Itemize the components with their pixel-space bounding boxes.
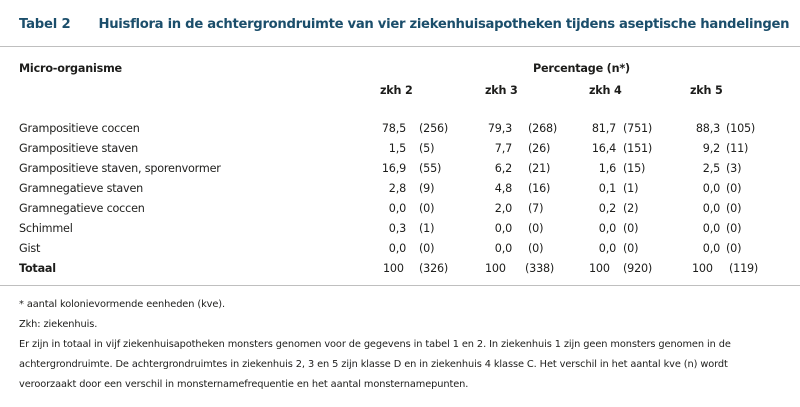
cell-count: (0) [528, 222, 544, 235]
cell-count: (5) [419, 142, 435, 155]
row-label: Gramnegatieve staven [19, 182, 144, 195]
footnote-divider [0, 285, 800, 286]
cell-count: (256) [419, 122, 449, 135]
cell-percentage: 7,7 [494, 142, 512, 155]
column-header-percentage: Percentage (n*) [533, 62, 630, 75]
cell-percentage: 16,9 [381, 162, 406, 175]
cell-percentage: 1,5 [388, 142, 406, 155]
title-divider [0, 46, 800, 47]
cell-percentage: 78,5 [381, 122, 406, 135]
row-label: Totaal [19, 262, 56, 275]
footnote-line: achtergrondruimte. De achtergrondruimtes in ziekenhuis 2, 3 en 5 zijn klasse D en in ziekenhuis 4 klasse C. Het verschil in het aantal kve (n) wordt [19, 359, 728, 370]
row-label: Gramnegatieve coccen [19, 202, 145, 215]
table-row [0, 122, 800, 142]
cell-percentage: 81,7 [591, 122, 616, 135]
footnote-line: Zkh: ziekenhuis. [19, 319, 98, 330]
cell-percentage: 4,8 [494, 182, 512, 195]
table-number: Tabel 2 [19, 17, 71, 32]
footnote-line: veroorzaakt door een verschil in monsternamefrequentie en het aantal monsternamepunten. [19, 379, 469, 390]
cell-count: (1) [419, 222, 435, 235]
table-row [0, 162, 800, 182]
cell-count: (105) [726, 122, 756, 135]
row-label: Gist [19, 242, 41, 255]
cell-count: (0) [623, 222, 639, 235]
cell-count: (920) [623, 262, 653, 275]
cell-percentage: 79,3 [487, 122, 512, 135]
footnote-line: Er zijn in totaal in vijf ziekenhuisapotheken monsters genomen voor de gegevens in tabel 1 en 2. In ziekenhuis 1 zijn geen monsters genomen in de [19, 339, 731, 350]
column-header-zkh4: zkh 4 [589, 84, 622, 97]
cell-count: (3) [726, 162, 742, 175]
cell-count: (0) [623, 242, 639, 255]
cell-count: (1) [623, 182, 639, 195]
row-label: Schimmel [19, 222, 73, 235]
cell-percentage: 88,3 [695, 122, 720, 135]
cell-percentage: 100 [485, 262, 506, 275]
cell-percentage: 9,2 [702, 142, 720, 155]
column-header-zkh5: zkh 5 [690, 84, 723, 97]
table-row [0, 142, 800, 162]
cell-count: (0) [419, 242, 435, 255]
cell-count: (0) [528, 242, 544, 255]
cell-count: (0) [726, 182, 742, 195]
table-row [0, 222, 800, 242]
cell-count: (9) [419, 182, 435, 195]
table-row [0, 202, 800, 222]
cell-percentage: 0,0 [702, 182, 720, 195]
cell-percentage: 2,8 [388, 182, 406, 195]
cell-count: (11) [726, 142, 749, 155]
column-header-zkh2: zkh 2 [380, 84, 413, 97]
row-label: Grampositieve coccen [19, 122, 140, 135]
cell-count: (151) [623, 142, 653, 155]
cell-count: (0) [726, 202, 742, 215]
cell-count: (0) [726, 222, 742, 235]
cell-percentage: 100 [589, 262, 610, 275]
table-row [0, 182, 800, 202]
total-row [0, 262, 800, 282]
column-header-zkh3: zkh 3 [485, 84, 518, 97]
cell-percentage: 2,5 [702, 162, 720, 175]
cell-percentage: 16,4 [591, 142, 616, 155]
cell-count: (751) [623, 122, 653, 135]
cell-count: (0) [419, 202, 435, 215]
column-header-organism: Micro-organisme [19, 62, 122, 75]
cell-count: (55) [419, 162, 442, 175]
cell-percentage: 100 [692, 262, 713, 275]
cell-percentage: 0,0 [702, 242, 720, 255]
cell-percentage: 1,6 [598, 162, 616, 175]
cell-percentage: 100 [383, 262, 404, 275]
cell-count: (0) [726, 242, 742, 255]
cell-count: (268) [528, 122, 558, 135]
cell-percentage: 0,2 [598, 202, 616, 215]
cell-count: (15) [623, 162, 646, 175]
cell-count: (2) [623, 202, 639, 215]
cell-percentage: 0,3 [388, 222, 406, 235]
cell-percentage: 0,0 [494, 242, 512, 255]
cell-count: (16) [528, 182, 551, 195]
cell-count: (338) [525, 262, 555, 275]
cell-percentage: 0,0 [388, 242, 406, 255]
cell-percentage: 0,0 [494, 222, 512, 235]
table-caption: Huisflora in de achtergrondruimte van vier ziekenhuisapotheken tijdens aseptische handelingen [98, 17, 790, 32]
cell-percentage: 0,0 [702, 222, 720, 235]
table-row [0, 242, 800, 262]
cell-count: (326) [419, 262, 449, 275]
cell-percentage: 0,0 [598, 242, 616, 255]
cell-count: (21) [528, 162, 551, 175]
cell-percentage: 0,0 [388, 202, 406, 215]
cell-percentage: 2,0 [494, 202, 512, 215]
cell-count: (7) [528, 202, 544, 215]
row-label: Grampositieve staven, sporenvormer [19, 162, 221, 175]
row-label: Grampositieve staven [19, 142, 139, 155]
cell-percentage: 0,1 [598, 182, 616, 195]
cell-percentage: 6,2 [494, 162, 512, 175]
footnote-line: * aantal kolonievormende eenheden (kve). [19, 299, 226, 310]
table-title [19, 17, 789, 32]
cell-count: (26) [528, 142, 551, 155]
cell-percentage: 0,0 [598, 222, 616, 235]
cell-count: (119) [729, 262, 759, 275]
cell-percentage: 0,0 [702, 202, 720, 215]
